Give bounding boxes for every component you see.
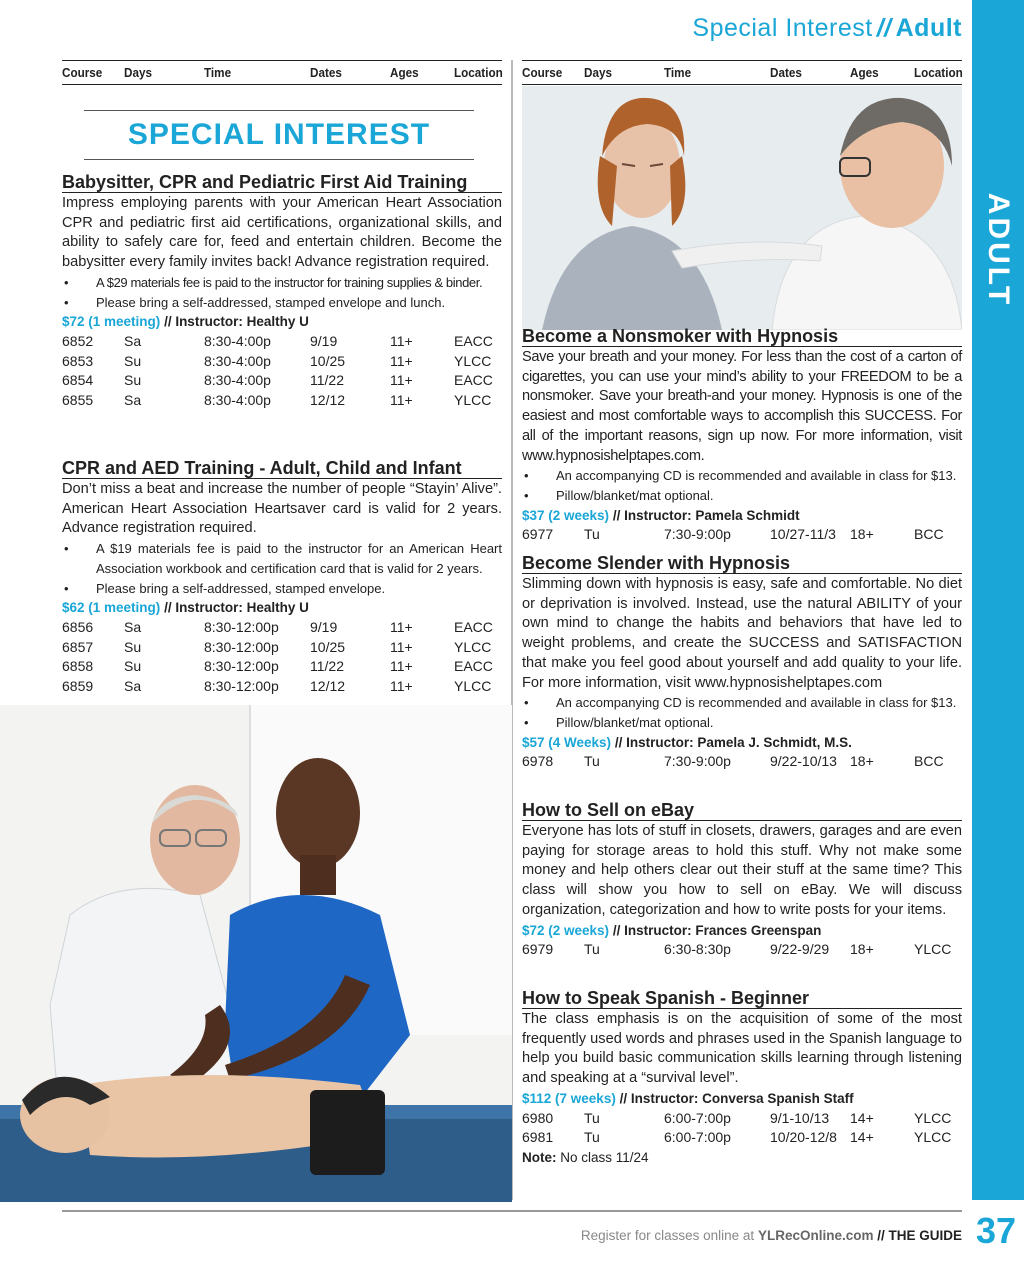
col-head-dates: Dates <box>770 65 802 80</box>
course-instructor: // Instructor: Healthy U <box>164 314 309 330</box>
schedule-row: 6978 Tu 7:30-9:00p 9/22-10/13 18+ BCC <box>522 753 944 770</box>
course-description: Save your breath and your money. For less than the cost of a carton of cigarettes, you can use your mind’s ability to your FREEDOM to be a nonsmoker. Save your breath-and your money. Hypnosis is one of the easiest and most comfortable ways to accomplish this SUCCESS. For all of the important reasons, sign up now. For more information, visit www.hypnosishelptapes.com. <box>522 349 962 464</box>
bullet-item: • Please bring a self-addressed, stamped envelope and lunch. <box>62 293 502 313</box>
course-price: $37 (2 weeks) <box>522 507 610 523</box>
course-price: $72 (2 weeks) <box>522 922 610 938</box>
schedule-row: 6858 Su 8:30-12:00p 11/22 11+ EACC <box>62 658 493 675</box>
col-head-days: Days <box>124 65 152 80</box>
schedule-table <box>62 332 502 411</box>
col-head-dates: Dates <box>310 65 342 80</box>
bullet-item: • An accompanying CD is recommended and available in class for $13. <box>522 466 962 486</box>
cpr-training-photo <box>0 705 512 1202</box>
course-description: Everyone has lots of stuff in closets, drawers, garages and are even paying for storage areas to hold this stuff. Why not make some money and help others clear out their stuff at the same time? This class will show you how to sell on eBay. We will discuss organization, categorization and how to write posts for your items. <box>522 823 962 918</box>
left-column-header <box>62 60 502 85</box>
course-price: $112 (7 weeks) <box>522 1090 616 1106</box>
course-instructor: // Instructor: Pamela Schmidt <box>612 507 800 523</box>
schedule-row: 6853 Su 8:30-4:00p 10/25 11+ YLCC <box>62 352 492 369</box>
course-price: $57 (4 Weeks) <box>522 734 612 750</box>
col-head-course: Course <box>522 65 563 80</box>
bullet-item: • Please bring a self-addressed, stamped envelope. <box>62 579 502 599</box>
header-section: Adult <box>895 14 962 42</box>
col-head-course: Course <box>62 65 103 80</box>
price-line <box>62 598 502 618</box>
col-head-ages: Ages <box>390 65 419 80</box>
side-tab-band <box>972 0 1024 1200</box>
right-column-header <box>522 60 962 85</box>
course-description: Slimming down with hypnosis is easy, safe and comfortable. No diet or deprivation is involved. Instead, use the natural ABILITY of your own mind to change the habits and behaviors that have led to weight problems, and create the SUCCESS and SATISFACTION that make you feel good about yourself and add quality to your life. For more information, visit www.hypnosishelptapes.com <box>522 576 962 691</box>
course-instructor: // Instructor: Frances Greenspan <box>612 922 822 938</box>
header-category: Special Interest <box>692 14 873 42</box>
schedule-row: 6855 Sa 8:30-4:00p 12/12 11+ YLCC <box>62 392 492 409</box>
col-head-ages: Ages <box>850 65 879 80</box>
footer-site-link[interactable]: YLRecOnline.com <box>757 1228 874 1243</box>
course-title: How to Sell on eBay <box>522 800 962 821</box>
schedule-row: 6980 Tu 6:00-7:00p 9/1-10/13 14+ YLCC <box>522 1109 952 1126</box>
schedule-row: 6981 Tu 6:00-7:00p 10/20-12/8 14+ YLCC <box>522 1129 952 1146</box>
schedule-row: 6859 Sa 8:30-12:00p 12/12 11+ YLCC <box>62 678 492 695</box>
schedule-table <box>522 752 962 772</box>
schedule-table <box>522 1109 962 1148</box>
course-title: How to Speak Spanish - Beginner <box>522 988 962 1009</box>
course-description: Impress employing parents with your American Heart Association CPR and pediatric first aid certifications, organizational skills, and ability to safely care for, feed and entertain children. Become the babysitter every family invites back! Advance registration required. <box>62 195 502 271</box>
course-price: $72 (1 meeting) <box>62 314 161 330</box>
schedule-table <box>62 618 502 697</box>
course-cpr-aed <box>62 458 502 697</box>
col-head-days: Days <box>584 65 612 80</box>
page-number: 37 <box>975 1210 1016 1251</box>
schedule-row: 6856 Sa 8:30-12:00p 9/19 11+ EACC <box>62 618 493 635</box>
col-head-time: Time <box>204 65 232 80</box>
footer-prefix: Register for classes online at <box>580 1228 758 1243</box>
schedule-row: 6977 Tu 7:30-9:00p 10/27-11/3 18+ BCC <box>522 526 944 543</box>
course-ebay <box>522 800 962 960</box>
course-title: Babysitter, CPR and Pediatric First Aid Training <box>62 172 502 193</box>
price-line <box>522 506 962 526</box>
header-separator: // <box>876 14 892 42</box>
course-slender <box>522 553 962 772</box>
course-price: $62 (1 meeting) <box>62 600 161 616</box>
price-line <box>62 312 502 332</box>
col-head-location: Location <box>454 65 503 80</box>
course-title: Become Slender with Hypnosis <box>522 553 962 574</box>
section-title-box <box>84 110 474 160</box>
section-title: SPECIAL INTEREST <box>127 118 431 151</box>
footer-text <box>581 1228 962 1243</box>
course-description: Don’t miss a beat and increase the number of people “Stayin’ Alive”. American Heart Association Heartsaver card is valid for 2 years. Advance registration required. <box>62 481 502 537</box>
schedule-row: 6854 Su 8:30-4:00p 11/22 11+ EACC <box>62 372 493 389</box>
col-head-time: Time <box>664 65 692 80</box>
course-description: The class emphasis is on the acquisition of some of the most frequently used words and phrases used in the Spanish language to help you build basic communication skills learning through listening and speaking at a “survival level”. <box>522 1011 962 1087</box>
course-instructor: // Instructor: Healthy U <box>164 600 309 616</box>
page-header <box>692 14 962 43</box>
note-text: No class 11/24 <box>560 1149 649 1165</box>
bullet-item: • A $29 materials fee is paid to the instructor for training supplies & binder. <box>62 273 502 293</box>
note-label: Note: <box>522 1149 557 1165</box>
schedule-row: 6852 Sa 8:30-4:00p 9/19 11+ EACC <box>62 332 493 349</box>
bullet-item: • Pillow/blanket/mat optional. <box>522 713 962 733</box>
hypnosis-photo <box>522 86 962 330</box>
schedule-row: 6979 Tu 6:30-8:30p 9/22-9/29 18+ YLCC <box>522 941 952 958</box>
course-bullets <box>522 466 962 505</box>
bullet-item: • An accompanying CD is recommended and available in class for $13. <box>522 693 962 713</box>
course-note <box>522 1148 962 1168</box>
price-line <box>522 921 962 941</box>
bullet-item: • A $19 materials fee is paid to the instructor for an American Heart Association workbook and certification card that is valid for 2 years. <box>62 539 502 578</box>
course-spanish <box>522 988 962 1168</box>
price-line <box>522 1089 962 1109</box>
side-tab-label: ADULT <box>982 192 1016 308</box>
schedule-row: 6857 Su 8:30-12:00p 10/25 11+ YLCC <box>62 638 492 655</box>
footer-guide: // THE GUIDE <box>877 1228 962 1243</box>
footer-rule <box>62 1210 962 1212</box>
course-bullets <box>62 539 502 598</box>
price-line <box>522 733 962 753</box>
course-title: CPR and AED Training - Adult, Child and Infant <box>62 458 502 479</box>
schedule-table <box>522 525 962 545</box>
col-head-location: Location <box>914 65 963 80</box>
course-bullets <box>62 273 502 312</box>
schedule-table <box>522 940 962 960</box>
course-bullets <box>522 693 962 732</box>
course-title: Become a Nonsmoker with Hypnosis <box>522 326 962 347</box>
course-nonsmoker <box>522 326 962 545</box>
bullet-item: • Pillow/blanket/mat optional. <box>522 486 962 506</box>
course-instructor: // Instructor: Conversa Spanish Staff <box>619 1090 854 1106</box>
course-babysitter <box>62 172 502 411</box>
course-instructor: // Instructor: Pamela J. Schmidt, M.S. <box>614 734 852 750</box>
